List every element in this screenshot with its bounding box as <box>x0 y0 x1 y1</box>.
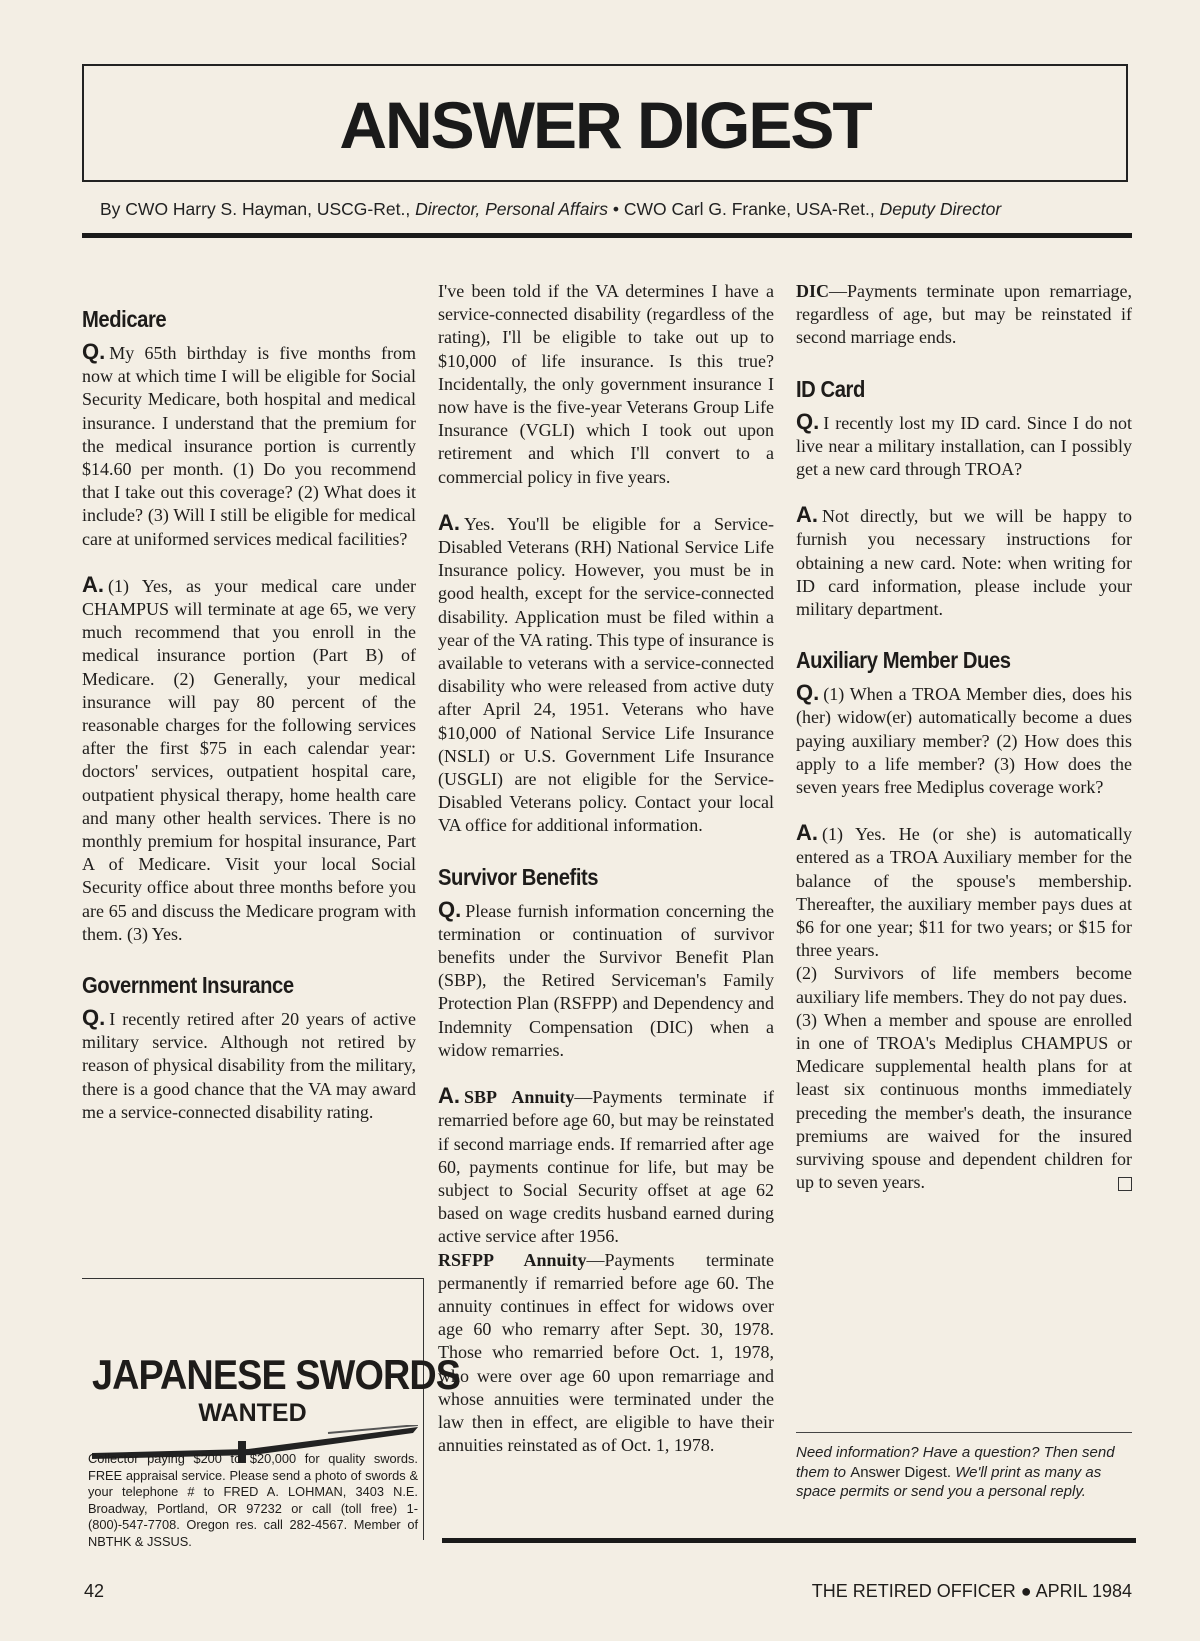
govins-question-continued: I've been told if the VA determines I have a service-connected disability (regardless of the rating), I'll be eligible to take out up to $10,000 of life insurance. Is this true? Incidentally, the only government insurance I now have is the five-year Veterans Group Life Insurance (VGLI) which I took out upon retirement and which I'll convert to a commercial policy in five years. <box>438 281 774 487</box>
byline-separator: • <box>607 199 624 219</box>
rsfpp-text: —Payments terminate permanently if remarried before age 60. The annuity continues in effect for widows over age 60 who remarry after Sept. 30, 1978. Those who remarried before Oct. 1, 1978, who were over age 60 upon remarriage and whose annuities were terminated under the law then in effect, are eligible to have their annuities reinstated as of Oct. 1, 1978. <box>438 1249 774 1456</box>
heading-id-card: ID Card <box>796 375 865 402</box>
idcard-question <box>796 410 1132 482</box>
a-label: A. <box>796 502 818 528</box>
survivor-answer-sbp <box>438 1084 774 1248</box>
heading-auxiliary-member-dues: Auxiliary Member Dues <box>796 647 1011 674</box>
q-label: Q. <box>82 339 106 364</box>
govins-answer-text: Yes. You'll be eligible for a Service-Disabled Veterans (RH) National Service Life Insurance policy. However, you must be in good health, except for the service-connected disability. Application must be filed within a year of the VA rating. This type of insurance is available to veterans with a service-connected disability who were released from active duty after April 24, 1951. Veterans who have $10,000 of National Service Life Insurance (NSLI) or U.S. Government Life Insurance (USGLI) are not eligible for the Service-Disabled Veterans policy. Contact your local VA office for additional information. <box>438 513 774 836</box>
aux-question <box>796 681 1132 799</box>
page-number: 42 <box>84 1581 105 1601</box>
byline-role-1: Director, Personal Affairs <box>415 199 608 219</box>
end-mark-icon <box>1118 1177 1132 1191</box>
q-label: Q. <box>82 1005 106 1031</box>
column-2 <box>438 280 774 1457</box>
heading-medicare: Medicare <box>82 306 167 332</box>
note-text-1: Need information? Have a question? Then send them to <box>796 1444 1115 1481</box>
top-rule <box>82 233 1132 238</box>
aux-answer-2: (2) Survivors of life members become auxiliary life members. They do not pay dues. <box>796 963 1132 1007</box>
byline-author-1: By CWO Harry S. Hayman, USCG-Ret., <box>100 199 411 219</box>
medicare-question-text: My 65th birthday is five months from now at which time I will be eligible for Social Security Medicare, both hospital and medical insurance. I understand that the premium for the medical insurance portion is currently $14.60 per month. (1) Do you recommend that I take out this coverage? (2) What does it include? (3) Will I still be eligible for medical care at uniformed services medical facilities? <box>82 343 416 549</box>
heading-government-insurance: Government Insurance <box>82 972 294 999</box>
page-title: ANSWER DIGEST <box>339 88 871 162</box>
aux-answer-1-text: (1) Yes. He (or she) is automatically entered as a TROA Auxiliary member for the balance of the spouse's membership. Thereafter, the auxiliary member pays dues at $6 for one year; $11 for two years; or $15 for three years. <box>796 824 1132 961</box>
medicare-answer-text: (1) Yes, as your medical care under CHAMPUS will terminate at age 65, we very much recommend that you enroll in the medical insurance portion (Part B) of Medicare. (2) Generally, your medical insurance will pay 80 percent of the reasonable charges for the following services after the first $75 in each calendar year: doctors' services, outpatient hospital care, outpatient physical therapy, home health care and many other health services. There is no monthly premium for hospital insurance, Part A of Medicare. Visit your local Social Security office about three months before you are 65 and discuss the Medicare program with them. (3) Yes. <box>82 575 416 944</box>
idcard-answer <box>796 503 1132 621</box>
govins-answer <box>438 511 774 838</box>
sbp-label: SBP Annuity <box>464 1087 575 1108</box>
column-1 <box>82 306 416 1124</box>
aux-question-text: (1) When a TROA Member dies, does his (her) widow(er) automatically become a dues paying auxiliary member? (2) How does this apply to a life member? (3) How does the seven years free Mediplus coverage work? <box>796 684 1132 798</box>
ad-text: Collector paying $200 to $20,000 for quality swords. FREE appraisal service. Please send a photo of swords & your telephone # to FRED A. LOHMAN, 3403 N.E. Broadway, Portland, OR 97232 or call (toll free) 1-(800)-547-7708. Oregon res. call 282-4567. Member of NBTHK & JSSUS. <box>88 1451 418 1549</box>
survivor-answer-dic <box>796 280 1132 350</box>
idcard-answer-text: Not directly, but we will be happy to furnish you necessary instructions for obtaining a new card. Note: when writing for ID card information, please include your military department. <box>796 506 1132 620</box>
title-box <box>82 64 1128 182</box>
a-label: A. <box>438 509 460 535</box>
heading-survivor-benefits: Survivor Benefits <box>438 863 599 890</box>
byline <box>100 199 1120 220</box>
ad-subtitle: WANTED <box>198 1399 307 1427</box>
aux-answer-3-text: (3) When a member and spouse are enrolled in one of TROA's Mediplus CHAMPUS or Medicare supplemental health plans for at least six continuous months immediately preceding the member's death, the insurance premiums are waived for the insured surviving spouse and dependent children for up to seven years. <box>796 1009 1132 1193</box>
survivor-answer-rsfpp <box>438 1249 774 1458</box>
q-label: Q. <box>796 680 820 706</box>
byline-author-2: CWO Carl G. Franke, USA-Ret., <box>623 199 875 219</box>
note-text-3: We'll print as many as space permits or send you a personal reply. <box>796 1463 1102 1500</box>
aux-answer-1 <box>796 821 1132 962</box>
medicare-question <box>82 340 416 551</box>
byline-role-2: Deputy Director <box>879 199 1002 219</box>
sbp-text: —Payments terminate if remarried before age 60, but may be reinstated if second marriage ends. If remarried after age 60, payments continue for life, but may be subject to Social Security offset at age 62 based on wage credits husband earned during active service after 1956. <box>438 1087 774 1247</box>
govins-question <box>82 1006 416 1124</box>
bottom-rule <box>442 1538 1136 1543</box>
note-text-2: Answer Digest. <box>850 1463 952 1481</box>
a-label: A. <box>796 820 818 846</box>
dic-text: —Payments terminate upon remarriage, regardless of age, but may be reinstated if second marriage ends. <box>796 281 1132 348</box>
reader-note <box>796 1432 1132 1502</box>
aux-answer-3 <box>796 1009 1132 1195</box>
a-label: A. <box>82 571 104 597</box>
q-label: Q. <box>796 408 820 434</box>
idcard-question-text: I recently lost my ID card. Since I do not live near a military installation, can I possibly get a new card through TROA? <box>796 412 1132 480</box>
ad-title: JAPANESE SWORDS <box>92 1351 461 1398</box>
rsfpp-label: RSFPP Annuity <box>438 1249 587 1270</box>
publication-footer: THE RETIRED OFFICER ● APRIL 1984 <box>811 1581 1132 1601</box>
govins-question-text: I recently retired after 20 years of active military service. Although not retired by reason of physical disability from the military, there is a good chance that the VA may award me a service-connected disability rating. <box>82 1009 416 1122</box>
q-label: Q. <box>438 896 462 922</box>
dic-label: DIC <box>796 281 830 301</box>
medicare-answer <box>82 573 416 946</box>
survivor-question <box>438 898 774 1062</box>
column-3 <box>796 280 1132 1195</box>
sword-ad <box>82 1278 461 1549</box>
survivor-question-text: Please furnish information concerning the termination or continuation of survivor benefits under the Survivor Benefit Plan (SBP), the Retired Serviceman's Family Protection Plan (RSFPP) and Dependency and Indemnity Compensation (DIC) when a widow remarries. <box>438 900 774 1060</box>
a-label: A. <box>438 1083 460 1109</box>
